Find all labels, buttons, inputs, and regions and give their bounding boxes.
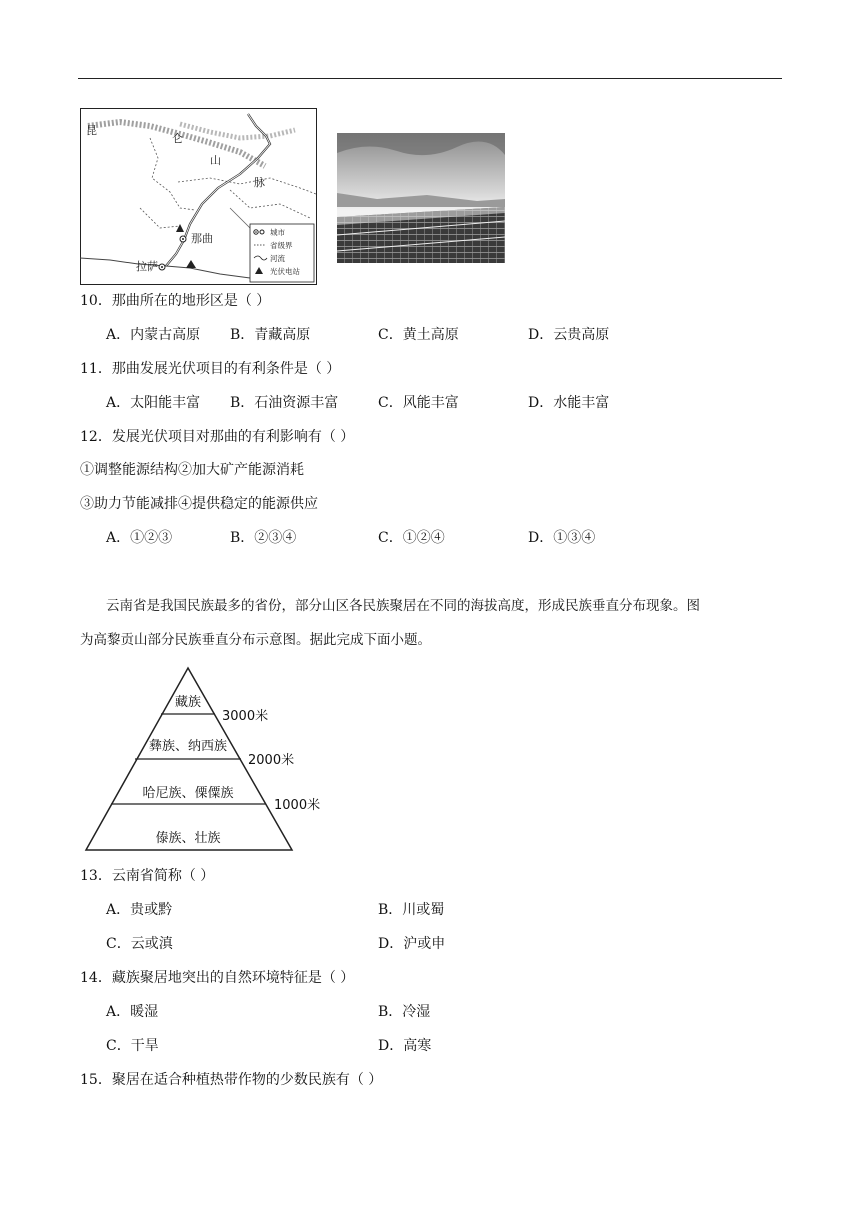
pyramid-layer-3: 哈尼族、傈僳族: [142, 786, 234, 801]
question-15: 15．聚居在适合种植热带作物的少数民族有（ ）: [80, 1072, 383, 1088]
map-label-lhasa: 拉萨: [136, 260, 158, 273]
question-12: 12．发展光伏项目对那曲的有利影响有（ ）: [80, 429, 355, 445]
pyramid-layer-4: 傣族、壮族: [155, 831, 221, 846]
elevation-2000: 2000米: [248, 753, 295, 768]
q10-option-c[interactable]: C．黄土高原: [378, 327, 459, 343]
q11-option-d[interactable]: D．水能丰富: [528, 395, 610, 411]
ethnic-distribution-pyramid: [84, 664, 344, 854]
q14-option-a[interactable]: A．暖湿: [106, 1004, 159, 1020]
map-label-lun: 仑: [172, 132, 183, 145]
passage-line-1: 云南省是我国民族最多的省份，部分山区各民族聚居在不同的海拔高度，形成民族垂直分布现象。图: [106, 598, 700, 614]
q13-option-d[interactable]: D．沪或申: [378, 936, 446, 952]
question-11: 11．那曲发展光伏项目的有利条件是（ ）: [80, 361, 341, 377]
header-rule: [78, 78, 782, 79]
map-legend: [250, 224, 314, 282]
q12-option-d[interactable]: D．①③④: [528, 530, 596, 546]
pyramid-layer-1: 藏族: [174, 695, 202, 710]
q13-option-b[interactable]: B．川或蜀: [378, 902, 445, 918]
q14-option-b[interactable]: B．冷湿: [378, 1004, 431, 1020]
q10-option-b[interactable]: B．青藏高原: [230, 327, 311, 343]
q11-option-b[interactable]: B．石油资源丰富: [230, 395, 339, 411]
q11-option-a[interactable]: A．太阳能丰富: [106, 395, 201, 411]
q12-option-b[interactable]: B．②③④: [230, 530, 297, 546]
svg-text:省级界: 省级界: [270, 241, 293, 250]
map-label-shan: 山: [210, 154, 221, 167]
elevation-3000: 3000米: [222, 709, 269, 724]
pyramid-layer-2: 彝族、纳西族: [148, 739, 228, 754]
map-label-mai: 脉: [254, 176, 265, 189]
q11-option-c[interactable]: C．风能丰富: [378, 395, 459, 411]
passage-line-2: 为高黎贡山部分民族垂直分布示意图。据此完成下面小题。: [80, 632, 431, 648]
q13-option-a[interactable]: A．贵或黔: [106, 902, 173, 918]
svg-text:光伏电站: 光伏电站: [270, 267, 300, 276]
q13-option-c[interactable]: C．云或滇: [106, 936, 173, 952]
q12-option-a[interactable]: A．①②③: [106, 530, 173, 546]
q10-option-d[interactable]: D．云贵高原: [528, 327, 610, 343]
q12-option-c[interactable]: C．①②④: [378, 530, 445, 546]
naqu-map: [80, 108, 318, 286]
q12-statements-line1: ①调整能源结构②加大矿产能源消耗: [80, 462, 304, 478]
elevation-1000: 1000米: [274, 798, 321, 813]
question-10: 10．那曲所在的地形区是（ ）: [80, 293, 271, 309]
q14-option-d[interactable]: D．高寒: [378, 1038, 432, 1054]
question-14: 14．藏族聚居地突出的自然环境特征是（ ）: [80, 970, 355, 986]
svg-text:城市: 城市: [270, 228, 285, 237]
solar-farm-photo: [337, 133, 505, 263]
q12-statements-line2: ③助力节能减排④提供稳定的能源供应: [80, 496, 318, 512]
svg-text:河流: 河流: [270, 254, 285, 263]
question-13: 13．云南省简称（ ）: [80, 868, 215, 884]
map-label-kun: 昆: [86, 124, 97, 137]
q10-option-a[interactable]: A．内蒙古高原: [106, 327, 201, 343]
q14-option-c[interactable]: C．干旱: [106, 1038, 159, 1054]
map-label-naqu: 那曲: [191, 232, 213, 245]
